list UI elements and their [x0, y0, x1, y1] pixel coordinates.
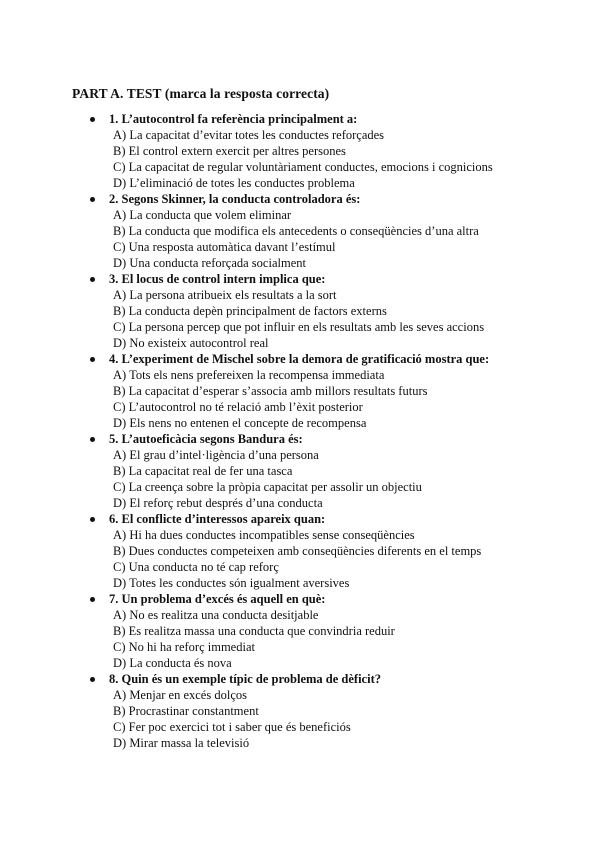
question-text: 8. Quin és un exemple típic de problema de dèficit?: [109, 672, 381, 686]
option-d: D) El reforç rebut després d’una conducta: [113, 496, 323, 510]
option-a: A) La capacitat d’evitar totes les conductes reforçades: [113, 128, 385, 142]
question-header: [0, 271, 600, 287]
option-b: B) La conducta depèn principalment de factors externs: [113, 304, 387, 318]
question-header: [0, 351, 600, 367]
option-c: C) L’autocontrol no té relació amb l’èxit posterior: [113, 400, 363, 414]
option-a: A) Hi ha dues conductes incompatibles sense conseqüències: [113, 528, 415, 542]
question-text: 3. El locus de control intern implica que:: [109, 272, 326, 286]
option-c: C) Fer poc exercici tot i saber que és beneficiós: [113, 720, 351, 734]
option-list: [0, 287, 600, 351]
question-item: [0, 671, 600, 751]
question-text: 6. El conflicte d’interessos apareix quan:: [109, 512, 326, 526]
option-a: A) La persona atribueix els resultats a la sort: [113, 288, 337, 302]
question-text: 7. Un problema d’excés és aquell en què:: [109, 592, 326, 606]
bullet-icon: [90, 277, 95, 282]
option-list: [0, 207, 600, 271]
bullet-icon: [90, 597, 95, 602]
bullet-icon: [90, 117, 95, 122]
option-b: B) La capacitat real de fer una tasca: [113, 464, 293, 478]
option-d: D) Els nens no entenen el concepte de recompensa: [113, 416, 367, 430]
section-title: PART A. TEST (marca la resposta correcta): [72, 86, 330, 101]
question-header: [0, 111, 600, 127]
option-c: C) La capacitat de regular voluntàriament conductes, emocions i cognicions: [113, 160, 493, 174]
question-header: [0, 591, 600, 607]
question-header: [0, 431, 600, 447]
bullet-icon: [90, 437, 95, 442]
bullet-icon: [90, 517, 95, 522]
option-c: C) No hi ha reforç immediat: [113, 640, 255, 654]
question-item: [0, 111, 600, 191]
question-item: [0, 511, 600, 591]
bullet-icon: [90, 197, 95, 202]
option-b: B) Dues conductes competeixen amb conseqüències diferents en el temps: [113, 544, 482, 558]
question-item: [0, 271, 600, 351]
option-list: [0, 127, 600, 191]
question-text: 2. Segons Skinner, la conducta controladora és:: [109, 192, 361, 206]
option-b: B) La conducta que modifica els antecedents o conseqüències d’una altra: [113, 224, 479, 238]
question-header: [0, 191, 600, 207]
option-b: B) Procrastinar constantment: [113, 704, 259, 718]
option-a: A) El grau d’intel·ligència d’una persona: [113, 448, 319, 462]
question-item: [0, 591, 600, 671]
question-item: [0, 351, 600, 431]
option-a: A) La conducta que volem eliminar: [113, 208, 292, 222]
option-list: [0, 687, 600, 751]
option-a: A) Menjar en excés dolços: [113, 688, 247, 702]
option-d: D) L’eliminació de totes les conductes problema: [113, 176, 355, 190]
option-list: [0, 527, 600, 591]
question-text: 5. L’autoeficàcia segons Bandura és:: [109, 432, 303, 446]
option-c: C) La creença sobre la pròpia capacitat per assolir un objectiu: [113, 480, 422, 494]
option-c: C) La persona percep que pot influir en els resultats amb les seves accions: [113, 320, 485, 334]
option-d: D) No existeix autocontrol real: [113, 336, 269, 350]
option-b: B) El control extern exercit per altres persones: [113, 144, 346, 158]
option-b: B) La capacitat d’esperar s’associa amb millors resultats futurs: [113, 384, 428, 398]
question-header: [0, 671, 600, 687]
option-c: C) Una conducta no té cap reforç: [113, 560, 279, 574]
option-c: C) Una resposta automàtica davant l’estímul: [113, 240, 336, 254]
question-item: [0, 191, 600, 271]
question-header: [0, 511, 600, 527]
option-d: D) La conducta és nova: [113, 656, 232, 670]
question-list: [0, 111, 600, 751]
question-text: 4. L’experiment de Mischel sobre la demora de gratificació mostra que:: [109, 352, 490, 366]
option-a: A) Tots els nens prefereixen la recompensa immediata: [113, 368, 385, 382]
option-list: [0, 447, 600, 511]
option-list: [0, 367, 600, 431]
bullet-icon: [90, 357, 95, 362]
option-b: B) Es realitza massa una conducta que convindria reduir: [113, 624, 395, 638]
question-text: 1. L’autocontrol fa referència principalment a:: [109, 112, 358, 126]
option-a: A) No es realitza una conducta desitjable: [113, 608, 319, 622]
bullet-icon: [90, 677, 95, 682]
option-d: D) Una conducta reforçada socialment: [113, 256, 306, 270]
option-d: D) Mirar massa la televisió: [113, 736, 250, 750]
question-item: [0, 431, 600, 511]
option-list: [0, 607, 600, 671]
option-d: D) Totes les conductes són igualment aversives: [113, 576, 350, 590]
